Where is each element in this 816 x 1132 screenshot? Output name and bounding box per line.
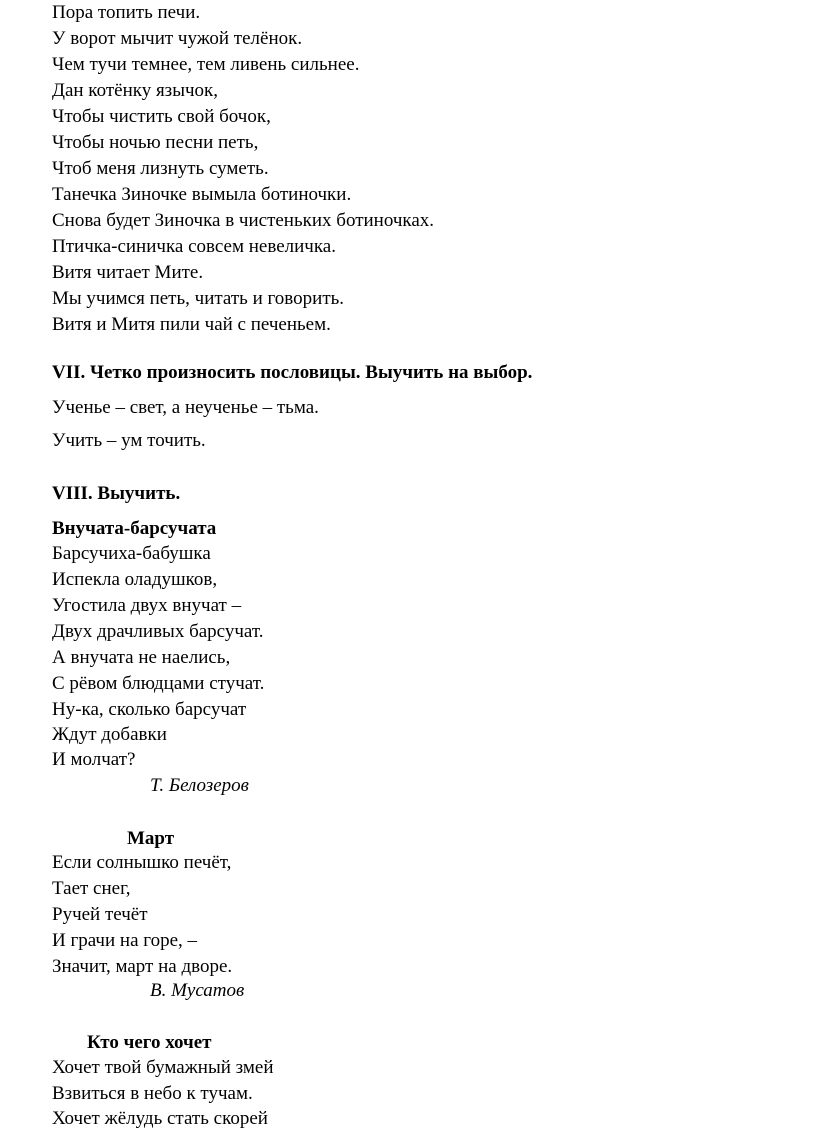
poem-author: В. Мусатов (150, 980, 245, 1001)
drill-line: Снова будет Зиночка в чистеньких ботиночках. (52, 210, 435, 231)
drill-line: Чтобы ночью песни петь, (52, 132, 259, 153)
proverb: Учить – ум точить. (52, 430, 206, 451)
drill-line: Чтобы чистить свой бочок, (52, 106, 271, 127)
poem-line: Хочет твой бумажный змей (52, 1057, 274, 1078)
section-heading-proverbs: VII. Четко произносить пословицы. Выучить на выбор. (52, 362, 533, 383)
drill-line: Танечка Зиночке вымыла ботиночки. (52, 184, 352, 205)
poem-line: Угостила двух внучат – (52, 595, 242, 616)
drill-line: Витя и Митя пили чай с печеньем. (52, 314, 331, 335)
poem-line: Если солнышко печёт, (52, 852, 232, 873)
drill-line: Дан котёнку язычок, (52, 80, 218, 101)
poem-line: Значит, март на дворе. (52, 956, 233, 977)
poem-line: А внучата не наелись, (52, 647, 231, 668)
poem-line: Барсучиха-бабушка (52, 543, 211, 564)
poem-line: Ждут добавки (52, 724, 167, 745)
poem-line: Испекла оладушков, (52, 569, 218, 590)
drill-line: Птичка-синичка совсем невеличка. (52, 236, 336, 257)
poem-author: Т. Белозеров (150, 775, 249, 796)
poem-title: Март (127, 828, 175, 849)
poem-line: С рёвом блюдцами стучат. (52, 673, 265, 694)
drill-line: Чем тучи темнее, тем ливень сильнее. (52, 54, 360, 75)
section-heading-learn: VIII. Выучить. (52, 483, 181, 504)
drill-line: Витя читает Мите. (52, 262, 204, 283)
poem-title: Кто чего хочет (87, 1032, 212, 1053)
poem-line: Ну-ка, сколько барсучат (52, 699, 247, 720)
poem-title: Внучата-барсучата (52, 518, 217, 539)
drill-line: У ворот мычит чужой телёнок. (52, 28, 303, 49)
poem-line: И грачи на горе, – (52, 930, 198, 951)
drill-line: Мы учимся петь, читать и говорить. (52, 288, 345, 309)
poem-line: Двух драчливых барсучат. (52, 621, 264, 642)
poem-line: Ручей течёт (52, 904, 148, 925)
poem-line: И молчат? (52, 749, 136, 770)
poem-line: Хочет жёлудь стать скорей (52, 1108, 268, 1129)
drill-line: Чтоб меня лизнуть суметь. (52, 158, 269, 179)
poem-line: Тает снег, (52, 878, 131, 899)
proverb: Ученье – свет, а неученье – тьма. (52, 397, 319, 418)
poem-line: Взвиться в небо к тучам. (52, 1083, 253, 1104)
drill-line: Пора топить печи. (52, 2, 201, 23)
